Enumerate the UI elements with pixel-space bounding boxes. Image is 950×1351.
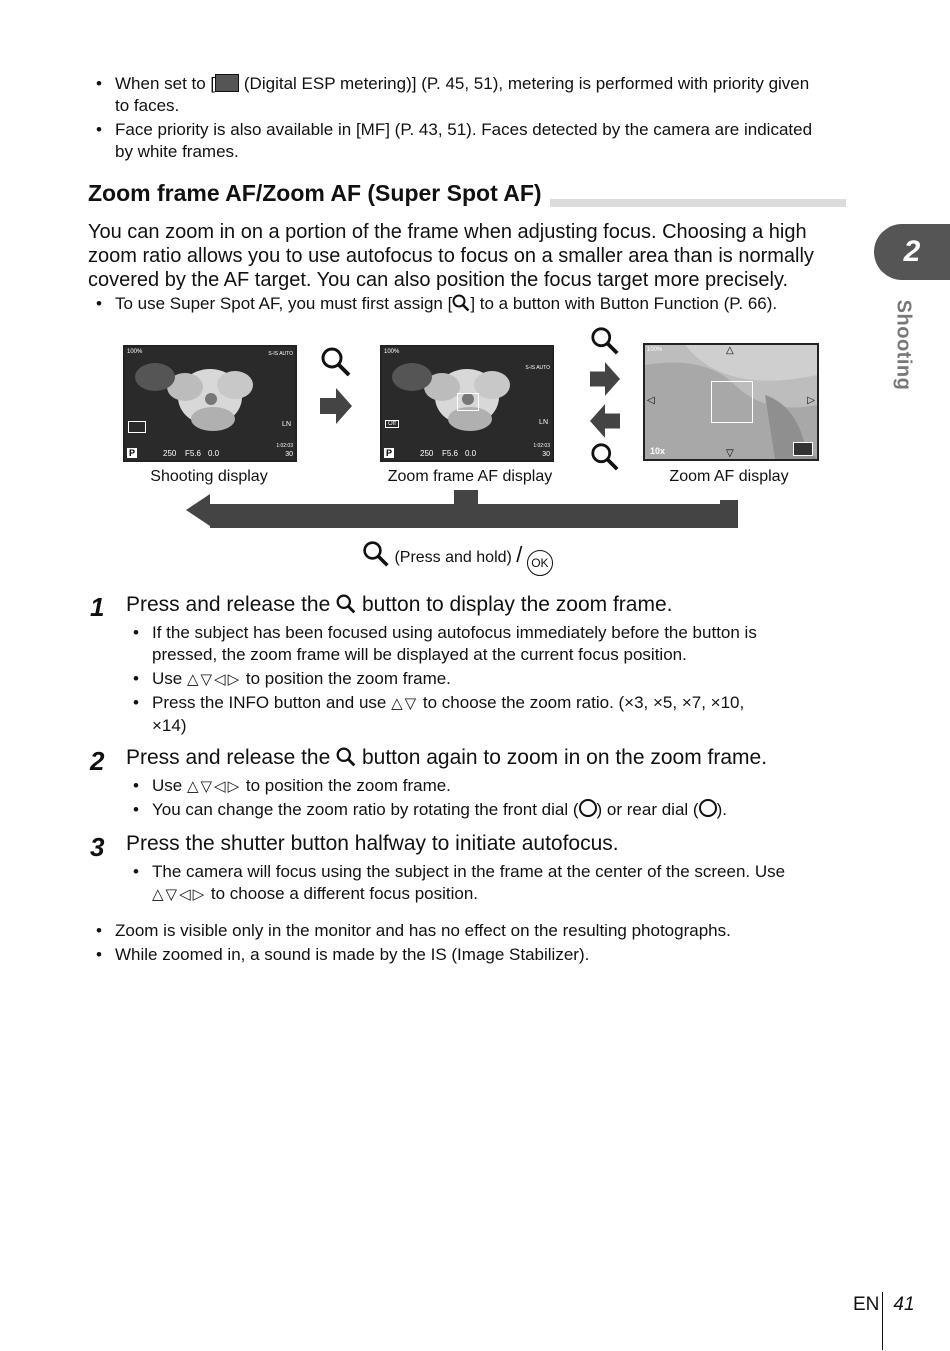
bullet-digital-esp — [96, 73, 855, 117]
step-detail-text: pressed, the zoom frame will be displayed at the current focus position. — [152, 645, 687, 664]
right-arrow-icon: ▷ — [807, 395, 815, 406]
bullet-text: (Digital ESP metering)] (P. 45, 51), metering is performed with priority given — [239, 74, 810, 93]
screen-stabilizer: S-IS AUTO — [525, 365, 550, 371]
arrow-keys-icon: △▽◁▷ — [186, 671, 242, 688]
screen-off-label: Off — [385, 420, 399, 428]
screen-mode: P — [385, 448, 392, 458]
step-detail — [133, 861, 842, 906]
screen-shutter: 250 — [420, 449, 434, 458]
zoom-af-display-screen — [643, 343, 819, 461]
right-arrow-icon — [590, 362, 620, 396]
bullet-dot: • — [96, 74, 102, 93]
arrow-keys-icon: △▽ — [391, 695, 419, 712]
digital-esp-metering-icon — [215, 74, 239, 92]
ok-button-icon: OK — [527, 550, 553, 576]
shooting-display-screen — [123, 345, 297, 462]
step-detail — [133, 799, 832, 821]
screen-percent: 100% — [647, 347, 663, 353]
screen-frames: 30 — [542, 451, 550, 458]
magnify-icon — [336, 747, 356, 767]
step-title-text: button again to zoom in on the zoom frame. — [361, 746, 768, 769]
step-detail — [133, 692, 832, 737]
step-detail-text: Use — [152, 669, 183, 688]
screen-time: 1:02:03 — [533, 443, 550, 449]
bullet-dot: • — [133, 669, 139, 688]
step-title-text: Press and release the — [126, 746, 331, 769]
bullet-dot: • — [133, 776, 139, 795]
right-arrow-icon — [320, 388, 352, 424]
bullet-text: ] to a button with Button Function (P. 66). — [470, 294, 778, 313]
bullet-text: to faces. — [115, 96, 180, 115]
step-detail-text: Press the INFO button and use — [152, 693, 387, 712]
bullet-dot: • — [133, 862, 139, 881]
bullet-zoom-sound — [96, 944, 855, 966]
return-instruction — [362, 540, 553, 576]
step-detail-text: to choose the zoom ratio. (×3, ×5, ×7, ×10, — [422, 693, 745, 712]
screen-ev: 0.0 — [208, 449, 220, 458]
screen-size: LN — [282, 421, 291, 428]
zoom-position-indicator — [793, 442, 813, 456]
chapter-label: Shooting — [892, 299, 915, 391]
step-detail-text: ) or rear dial ( — [596, 800, 699, 819]
magnify-icon — [320, 346, 352, 378]
magnify-icon — [590, 326, 620, 356]
bullet-dot: • — [133, 623, 139, 642]
screen-frames: 30 — [285, 451, 293, 458]
rear-dial-icon — [699, 799, 717, 817]
arrow-keys-icon: △▽◁▷ — [186, 778, 242, 795]
section-heading: Zoom frame AF/Zoom AF (Super Spot AF) — [88, 180, 550, 207]
step-title: Press the shutter button halfway to initiate autofocus. — [126, 832, 619, 855]
bullet-dot: • — [96, 294, 102, 313]
bullet-zoom-monitor-only — [96, 920, 855, 942]
screen-percent: 100% — [127, 349, 143, 355]
magnify-icon — [362, 540, 390, 568]
front-dial-icon — [579, 799, 597, 817]
chapter-number-tab: 2 — [874, 224, 950, 280]
left-arrow-icon — [590, 404, 620, 438]
screen-ev: 0.0 — [465, 449, 477, 458]
step-title-text: Press and release the — [126, 593, 331, 616]
press-and-hold-label: (Press and hold) — [394, 549, 512, 566]
screen-stabilizer: S-IS AUTO — [268, 351, 293, 357]
step-number: 2 — [90, 746, 105, 776]
screen-percent: 100% — [384, 349, 400, 355]
step-number: 3 — [90, 832, 105, 862]
bullet-face-priority — [96, 119, 855, 163]
magnify-icon — [452, 294, 470, 312]
step-detail — [133, 775, 832, 798]
step-detail-text: You can change the zoom ratio by rotating the front dial ( — [152, 800, 579, 819]
step-detail — [133, 622, 832, 666]
screen-aperture: F5.6 — [442, 449, 459, 458]
bullet-super-spot-note — [96, 293, 855, 315]
step-title — [126, 593, 672, 617]
bullet-dot: • — [96, 120, 102, 139]
left-arrow-icon: ◁ — [647, 395, 655, 406]
bullet-dot: • — [96, 921, 102, 940]
bullet-text: While zoomed in, a sound is made by the IS (Image Stabilizer). — [115, 945, 590, 964]
page-number: 41 — [893, 1294, 915, 1315]
bullet-dot: • — [96, 945, 102, 964]
zoom-frame-box — [457, 393, 479, 411]
bullet-text: Zoom is visible only in the monitor and has no effect on the resulting photographs. — [115, 921, 731, 940]
step-title — [126, 746, 767, 770]
step-detail — [133, 668, 832, 691]
page-footer — [853, 1294, 915, 1316]
screen-shutter: 250 — [163, 449, 177, 458]
step-detail-text: to position the zoom frame. — [245, 669, 451, 688]
zoom-frame-box — [711, 381, 753, 423]
intro-line: zoom ratio allows you to use autofocus to focus on a smaller area than is normally — [88, 245, 814, 267]
intro-line: You can zoom in on a portion of the frame when adjusting focus. Choosing a high — [88, 221, 807, 243]
zoom-ratio-label: 10x — [650, 446, 666, 456]
step-detail-text: ×14) — [152, 716, 187, 735]
up-arrow-icon: △ — [726, 345, 734, 356]
separator: / — [516, 542, 523, 567]
footer-language: EN — [853, 1294, 880, 1315]
screen-aperture: F5.6 — [185, 449, 202, 458]
screen-time: 1:02:03 — [276, 443, 293, 449]
magnify-icon — [336, 594, 356, 614]
arrow-keys-icon: △▽◁▷ — [152, 886, 207, 903]
intro-paragraph — [88, 220, 828, 292]
bullet-dot: • — [133, 693, 139, 712]
zoom-frame-af-display-screen — [380, 345, 554, 462]
caption-zoom-frame-af-display: Zoom frame AF display — [387, 468, 553, 485]
return-arrow-path — [186, 490, 746, 532]
step-detail-text: If the subject has been focused using autofocus immediately before the button is — [152, 623, 757, 642]
step-title-text: button to display the zoom frame. — [361, 593, 673, 616]
bullet-text: To use Super Spot AF, you must first assign [ — [115, 294, 453, 313]
flower-photo — [125, 347, 295, 460]
step-detail-text: to position the zoom frame. — [245, 776, 451, 795]
step-detail-text: to choose a different focus position. — [210, 884, 479, 903]
caption-zoom-af-display: Zoom AF display — [669, 468, 789, 485]
face-priority-icon — [128, 421, 146, 433]
magnify-icon — [590, 442, 620, 472]
bullet-text: When set to [ — [115, 74, 216, 93]
screen-mode: P — [128, 448, 135, 458]
down-arrow-icon: ▽ — [726, 448, 734, 459]
caption-shooting-display: Shooting display — [150, 468, 268, 485]
bullet-text: Face priority is also available in [MF] (P. 43, 51). Faces detected by the camera are indicated — [115, 120, 813, 139]
step-detail-text: ). — [716, 800, 727, 819]
bullet-dot: • — [133, 800, 139, 819]
screen-size: LN — [539, 419, 548, 426]
bullet-text: by white frames. — [115, 142, 239, 161]
step-detail-text: Use — [152, 776, 183, 795]
step-detail-text: The camera will focus using the subject in the frame at the center of the screen. Use — [152, 862, 786, 881]
intro-line: covered by the AF target. You can also position the focus target more precisely. — [88, 269, 789, 291]
step-number: 1 — [90, 592, 105, 622]
